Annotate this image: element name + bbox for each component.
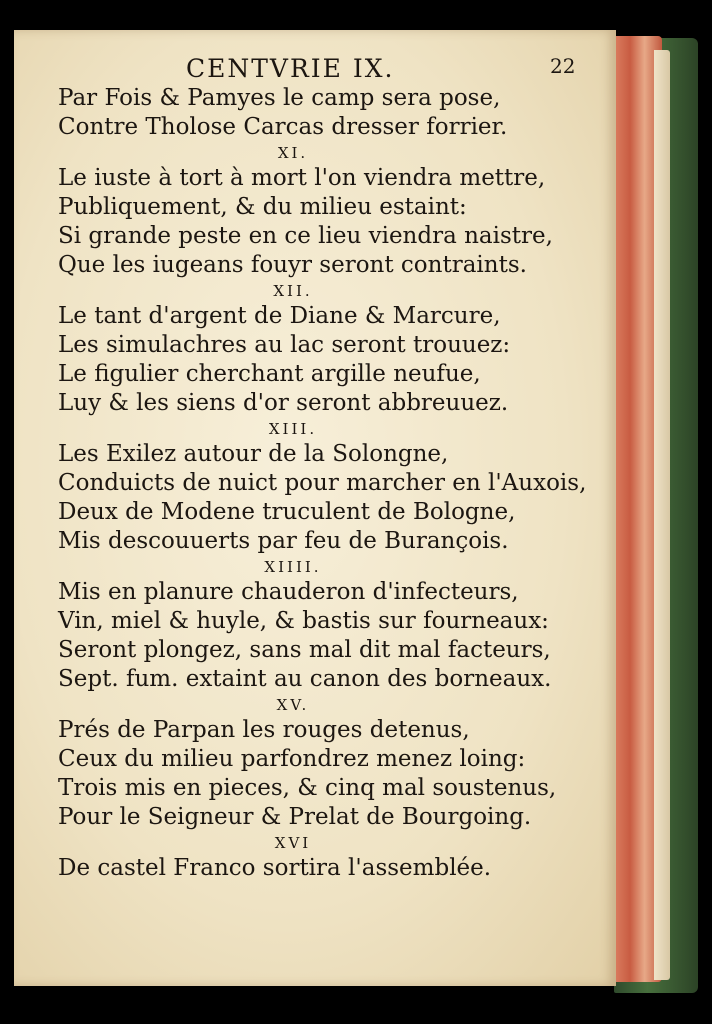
running-head	[58, 50, 618, 84]
verse-line: Les Exilez autour de la Solongne,	[58, 441, 449, 467]
book-page	[14, 30, 616, 986]
verse-line: Mis descouuerts par feu de Burançois.	[58, 528, 509, 554]
running-title: CENTVRIE IX.	[186, 54, 395, 83]
verse-line: Le figulier cherchant argille neufue,	[58, 361, 481, 387]
verse-line: Vin, miel & huyle, & bastis sur fourneaux:	[58, 608, 549, 634]
verse-line: Pour le Seigneur & Prelat de Bourgoing.	[58, 804, 532, 830]
verse-line: Le tant d'argent de Diane & Marcure,	[58, 303, 501, 329]
verse-line: Trois mis en pieces, & cinq mal soustenus,	[58, 775, 557, 801]
verse-line: Ceux du milieu parfondrez menez loing:	[58, 746, 526, 772]
quatrain-number: XIIII.	[264, 558, 322, 576]
verse-line: Contre Tholose Carcas dresser forrier.	[58, 114, 508, 140]
quatrain-number: XI.	[277, 144, 309, 162]
page-fore-edge	[654, 50, 670, 980]
page-number: 22	[550, 54, 576, 78]
quatrain-number: XV.	[276, 696, 310, 714]
verse-line: Publiquement, & du milieu estaint:	[58, 194, 467, 220]
verse-line: Que les iugeans fouyr seront contraints.	[58, 252, 527, 278]
verse-line: Conduicts de nuict pour marcher en l'Auxois,	[58, 470, 587, 496]
verse-line: De castel Franco sortira l'assemblée.	[58, 855, 492, 881]
verse-line: Luy & les siens d'or seront abbreuuez.	[58, 390, 509, 416]
quatrain-number: XII.	[273, 282, 313, 300]
verse-line: Seront plongez, sans mal dit mal facteurs,	[58, 637, 551, 663]
verse-line: Mis en planure chauderon d'infecteurs,	[58, 579, 519, 605]
verse-line: Si grande peste en ce lieu viendra naistre,	[58, 223, 553, 249]
verse-line: Les simulachres au lac seront trouuez:	[58, 332, 511, 358]
quatrain-number: XVI	[274, 834, 312, 852]
verse-line: Sept. fum. extaint au canon des borneaux.	[58, 666, 552, 692]
verse-line: Prés de Parpan les rouges detenus,	[58, 717, 470, 743]
verse-line: Deux de Modene truculent de Bologne,	[58, 499, 516, 525]
quatrain-number: XIII.	[268, 420, 318, 438]
book	[14, 30, 690, 992]
page-text	[58, 50, 618, 883]
verse-line: Par Fois & Pamyes le camp sera pose,	[58, 85, 501, 111]
verse-line: Le iuste à tort à mort l'on viendra mettre,	[58, 165, 546, 191]
